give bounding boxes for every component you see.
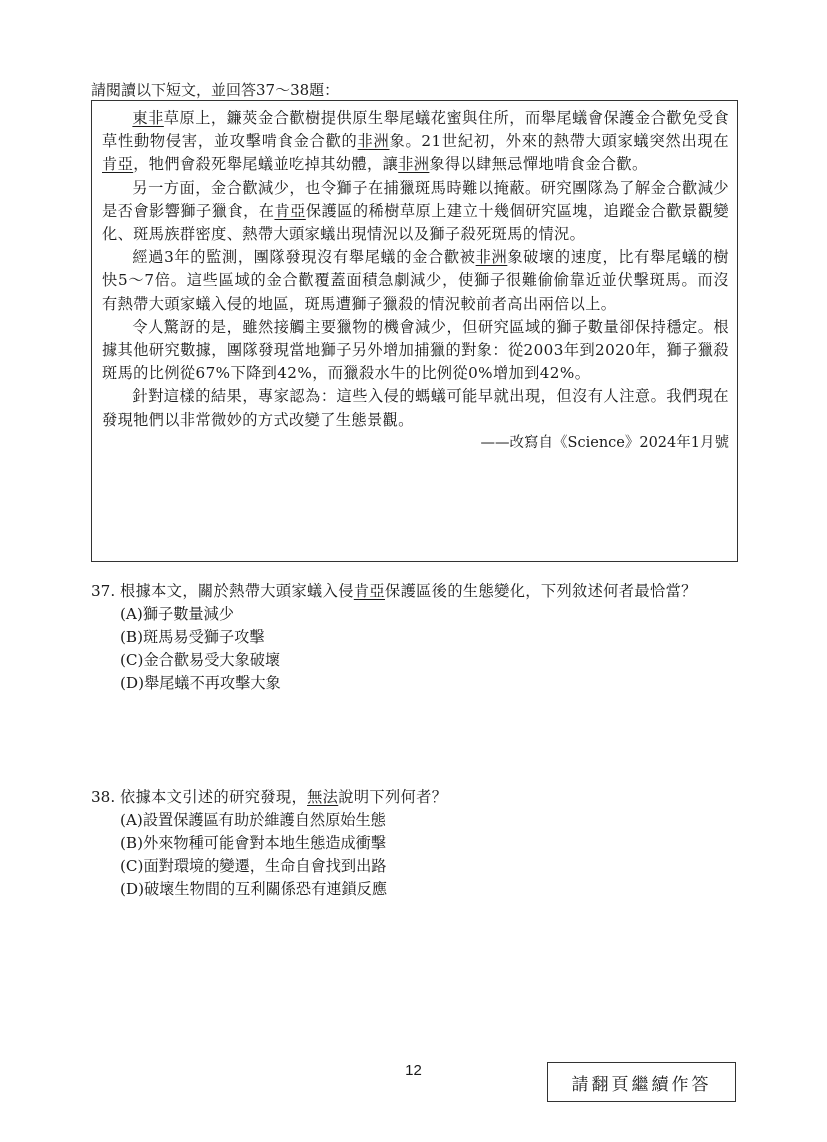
stem-text: 根據本文，關於熱帶大頭家蟻入侵	[120, 582, 354, 600]
place-name: 非洲	[398, 155, 430, 174]
option-b[interactable]: (B)斑馬易受獅子攻擊	[120, 628, 265, 646]
passage-source: ——改寫自《Science》2024年1月號	[480, 434, 729, 451]
stem-text: 說明下列何者？	[338, 788, 448, 806]
place-name: 肯亞	[274, 201, 306, 220]
passage-paragraph-4: 令人驚訝的是，雖然接觸主要獵物的機會減少，但研究區域的獅子數量卻保持穩定。根據其他研究數據，團隊發現當地獅子另外增加捕獵的對象：從2003年到2020年，獅子獵殺斑馬的比例從67%下降到42%，而獵殺水牛的比例從0%增加到42%。	[102, 317, 729, 383]
answer-options	[120, 603, 741, 695]
place-name: 東非	[132, 109, 164, 127]
passage-text: 經過3年的監測，團隊發現沒有舉尾蟻的金合歡被	[132, 248, 476, 267]
question-stem	[91, 580, 741, 603]
place-name: 肯亞	[353, 582, 385, 600]
passage-text: 草原上，鐮莢金合歡樹提供原生舉尾蟻花蜜與住所，而舉尾蟻會保護金合歡免受食草性動物侵害，並攻擊啃食金合歡的	[102, 109, 729, 151]
question-stem	[91, 786, 741, 809]
place-name: 非洲	[475, 248, 508, 267]
passage-paragraph-1	[102, 107, 729, 177]
option-d[interactable]: (D)破壞生物間的互利關係恐有連鎖反應	[120, 880, 388, 898]
passage-text: ，牠們會殺死舉尾蟻並吃掉其幼體，讓	[133, 155, 399, 174]
place-name: 肯亞	[102, 155, 134, 174]
question-38	[91, 786, 741, 901]
stem-text: 保護區後的生態變化，下列敘述何者最恰當？	[385, 582, 697, 600]
option-c[interactable]: (C)面對環境的變遷，生命自會找到出路	[120, 857, 387, 875]
option-d[interactable]: (D)舉尾蟻不再攻擊大象	[120, 674, 281, 692]
option-a[interactable]: (A)獅子數量減少	[120, 605, 234, 623]
passage-text: 象得以肆無忌憚地啃食金合歡。	[429, 155, 648, 174]
place-name: 非洲	[357, 132, 390, 151]
reading-passage	[91, 100, 738, 562]
passage-paragraph-5: 針對這樣的結果，專家認為：這些入侵的螞蟻可能早就出現，但沒有人注意。我們現在發現牠們以非常微妙的方式改變了生態景觀。	[102, 387, 729, 429]
question-text	[120, 786, 741, 809]
option-b[interactable]: (B)外來物種可能會對本地生態造成衝擊	[120, 834, 387, 852]
stem-text: 依據本文引述的研究發現，	[120, 788, 308, 806]
option-c[interactable]: (C)金合歡易受大象破壞	[120, 651, 281, 669]
passage-text: 另一方面，金合歡減少，也令獅子在捕獵斑馬時難以掩蔽。研究團隊為了解金合歡減少是否會影響獅子獵食，在	[102, 178, 729, 220]
continue-notice: 請翻頁繼續作答	[547, 1062, 736, 1102]
passage-text: 象破壞的速度，比有舉尾蟻的樹快5～7倍。這些區域的金合歡覆蓋面積急劇減少，使獅子很難偷偷靠近並伏擊斑馬。而沒有熱帶大頭家蟻入侵的地區，斑馬遭獅子獵殺的情況較前者高出兩倍以上。	[102, 248, 729, 313]
answer-options	[120, 809, 741, 901]
passage-paragraph-2	[102, 177, 729, 247]
question-number: 37.	[91, 582, 116, 600]
passage-text: 象。21世紀初，外來的熱帶大頭家蟻突然出現在	[389, 132, 729, 151]
passage-paragraph-3	[102, 246, 729, 316]
page-number: 12	[405, 1062, 422, 1079]
option-a[interactable]: (A)設置保護區有助於維護自然原始生態	[120, 811, 386, 829]
question-text	[120, 580, 741, 603]
question-number: 38.	[91, 788, 116, 806]
reading-instruction: 請閱讀以下短文，並回答37～38題：	[91, 81, 340, 99]
question-37	[91, 580, 741, 695]
emphasis-underline: 無法	[307, 788, 339, 806]
passage-text: 保護區的稀樹草原上建立十幾個研究區塊，追蹤金合歡景觀變化、斑馬族群密度、熱帶大頭家蟻出現情況以及獅子殺死斑馬的情況。	[102, 201, 729, 244]
